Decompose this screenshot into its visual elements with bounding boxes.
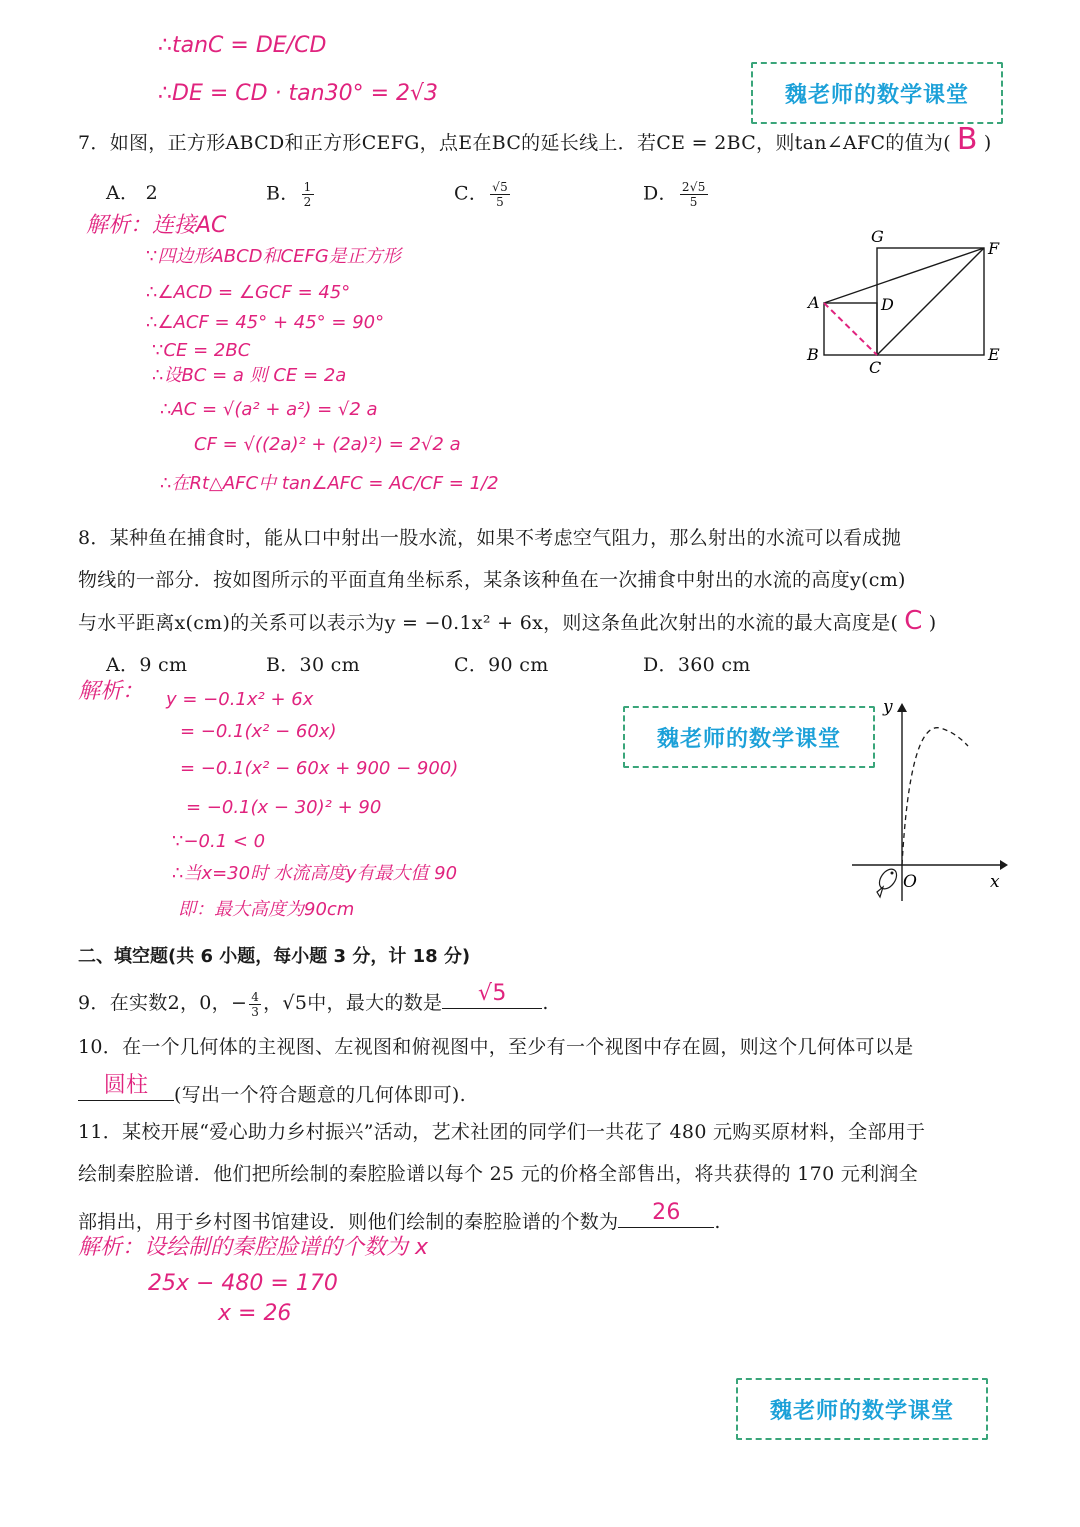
q11-answer: 26	[652, 1200, 681, 1225]
question-8-line1: 8．某种鱼在捕食时，能从口中射出一股水流，如果不考虑空气阻力，那么射出的水流可以看成抛	[78, 527, 901, 549]
question-11-line1: 11．某校开展“爱心助力乡村振兴”活动，艺术社团的同学们一共花了 480 元购买原材料，全部用于	[78, 1121, 926, 1143]
segment-af	[824, 248, 984, 303]
numerator: 4	[251, 989, 260, 1004]
q8-option-d: D．360 cm	[643, 654, 751, 676]
q9-answer: √5	[478, 981, 507, 1006]
solution-line: 25x − 480 = 170	[148, 1271, 338, 1296]
question-8-line3	[78, 606, 937, 636]
q8-answer: C	[904, 606, 923, 636]
label-y: y	[883, 697, 893, 717]
option-label: C．	[454, 182, 489, 205]
option-label: B．	[266, 182, 300, 205]
solution-line: ∵四边形ABCD和CEFG是正方形	[146, 246, 401, 267]
fraction	[680, 180, 708, 209]
question-11-line3	[78, 1200, 721, 1235]
solution-line: 解析：连接AC	[86, 213, 227, 238]
q10-answer: 圆柱	[103, 1073, 149, 1098]
solution-line: 即：最大高度为90cm	[178, 899, 355, 920]
solution-line: = −0.1(x² − 60x)	[180, 721, 337, 742]
stamp-text: 魏老师的数学课堂	[769, 1398, 954, 1424]
label-b: B	[807, 345, 819, 364]
q8-option-b: B．30 cm	[266, 654, 360, 676]
solution-line: ∴AC = √(a² + a²) = √2 a	[160, 399, 378, 420]
solution-line: CF = √((2a)² + (2a)²) = 2√2 a	[194, 434, 461, 455]
q7-close: )	[983, 132, 992, 154]
fraction	[249, 990, 261, 1019]
q9-mid: ，√5中，最大的数是	[263, 992, 443, 1014]
denominator: 5	[496, 195, 505, 209]
watermark-stamp	[623, 706, 875, 768]
question-7-stem	[78, 122, 992, 157]
q11-line3-text: 部捐出，用于乡村图书馆建设．则他们绘制的秦腔脸谱的个数为	[78, 1211, 619, 1233]
watermark-stamp	[751, 62, 1003, 124]
solution-line: ∴∠ACD = ∠GCF = 45°	[146, 282, 351, 303]
solution-line: 解析：	[78, 679, 145, 704]
label-origin: O	[903, 872, 917, 892]
q7-option-b	[266, 180, 316, 209]
q8-option-c: C．90 cm	[454, 654, 549, 676]
solution-line: y = −0.1x² + 6x	[166, 689, 314, 710]
handwritten-line: ∴tanC = DE/CD	[158, 33, 327, 58]
option-label: A．	[106, 182, 140, 204]
label-x: x	[990, 872, 1000, 892]
q7-option-c	[454, 180, 512, 209]
q10-line2-text: (写出一个符合题意的几何体即可).	[174, 1084, 466, 1106]
question-10-line1: 10．在一个几何体的主视图、左视图和俯视图中，至少有一个视图中存在圆，则这个几何体可以是	[78, 1036, 914, 1058]
solution-line: ∴设BC = a 则 CE = 2a	[152, 365, 347, 386]
solution-line: ∴当x=30时 水流高度y有最大值 90	[172, 863, 458, 884]
answer-blank	[618, 1200, 714, 1228]
solution-line: x = 26	[218, 1301, 292, 1326]
solution-line: ∴在Rt△AFC中 tan∠AFC = AC/CF = 1/2	[160, 473, 499, 494]
q7-option-a	[106, 180, 158, 206]
fish-icon	[876, 866, 900, 897]
option-value: 2	[145, 182, 159, 204]
square-figure	[800, 226, 1010, 378]
q11-post: .	[714, 1211, 721, 1233]
solution-line: ∵−0.1 < 0	[172, 831, 266, 852]
denominator: 5	[689, 195, 698, 209]
q7-answer: B	[956, 122, 978, 157]
q8-option-a: A．9 cm	[106, 654, 188, 676]
segment-ac-dashed	[824, 303, 877, 355]
q9-pre: 9．在实数2，0，−	[78, 992, 248, 1014]
watermark-stamp	[736, 1378, 988, 1440]
label-f: F	[988, 239, 1000, 258]
solution-line: 解析：设绘制的秦腔脸谱的个数为 x	[78, 1235, 429, 1260]
numerator: √5	[492, 180, 509, 194]
solution-line: = −0.1(x − 30)² + 90	[186, 797, 382, 818]
fraction	[490, 180, 510, 209]
question-8-line2: 物线的一部分．按如图所示的平面直角坐标系，某条该种鱼在一次捕食中射出的水流的高度y(cm)	[78, 569, 906, 591]
q8-line3-text: 与水平距离x(cm)的关系可以表示为y = −0.1x² + 6x，则这条鱼此次射出的水流的最大高度是(	[78, 612, 899, 634]
solution-line: ∴∠ACF = 45° + 45° = 90°	[146, 312, 385, 333]
label-e: E	[988, 345, 1000, 364]
section-heading: 二、填空题(共 6 小题，每小题 3 分，计 18 分)	[78, 946, 471, 967]
solution-line: = −0.1(x² − 60x + 900 − 900)	[180, 758, 459, 779]
q7-option-d	[643, 180, 710, 209]
label-a: A	[808, 293, 820, 312]
handwritten-line: ∴DE = CD · tan30° = 2√3	[158, 81, 439, 106]
q7-stem-text: 7．如图，正方形ABCD和正方形CEFG，点E在BC的延长线上．若CE = 2BC，则tan∠AFC的值为(	[78, 132, 951, 154]
q8-close: )	[928, 612, 937, 634]
numerator: 1	[303, 180, 312, 194]
question-11-line2: 绘制秦腔脸谱．他们把所绘制的秦腔脸谱以每个 25 元的价格全部售出，将共获得的 170 元利润全	[78, 1163, 919, 1185]
denominator: 2	[303, 195, 312, 209]
label-g: G	[871, 227, 884, 246]
water-stream-curve	[902, 728, 968, 865]
option-label: D．	[643, 182, 678, 205]
denominator: 3	[251, 1004, 260, 1019]
question-10-line2	[78, 1073, 466, 1108]
solution-line: ∵CE = 2BC	[152, 340, 251, 361]
answer-blank	[442, 981, 542, 1009]
question-9	[78, 981, 549, 1019]
label-d: D	[881, 295, 894, 314]
parabola-figure	[850, 696, 1010, 906]
stamp-text: 魏老师的数学课堂	[784, 82, 969, 108]
stamp-text: 魏老师的数学课堂	[656, 726, 841, 752]
numerator: 2√5	[681, 180, 706, 194]
fraction	[302, 180, 314, 209]
answer-blank	[78, 1073, 174, 1101]
x-axis-arrow	[1000, 860, 1008, 870]
label-c: C	[869, 358, 882, 377]
y-axis-arrow	[897, 703, 907, 712]
q9-post: .	[542, 992, 549, 1014]
